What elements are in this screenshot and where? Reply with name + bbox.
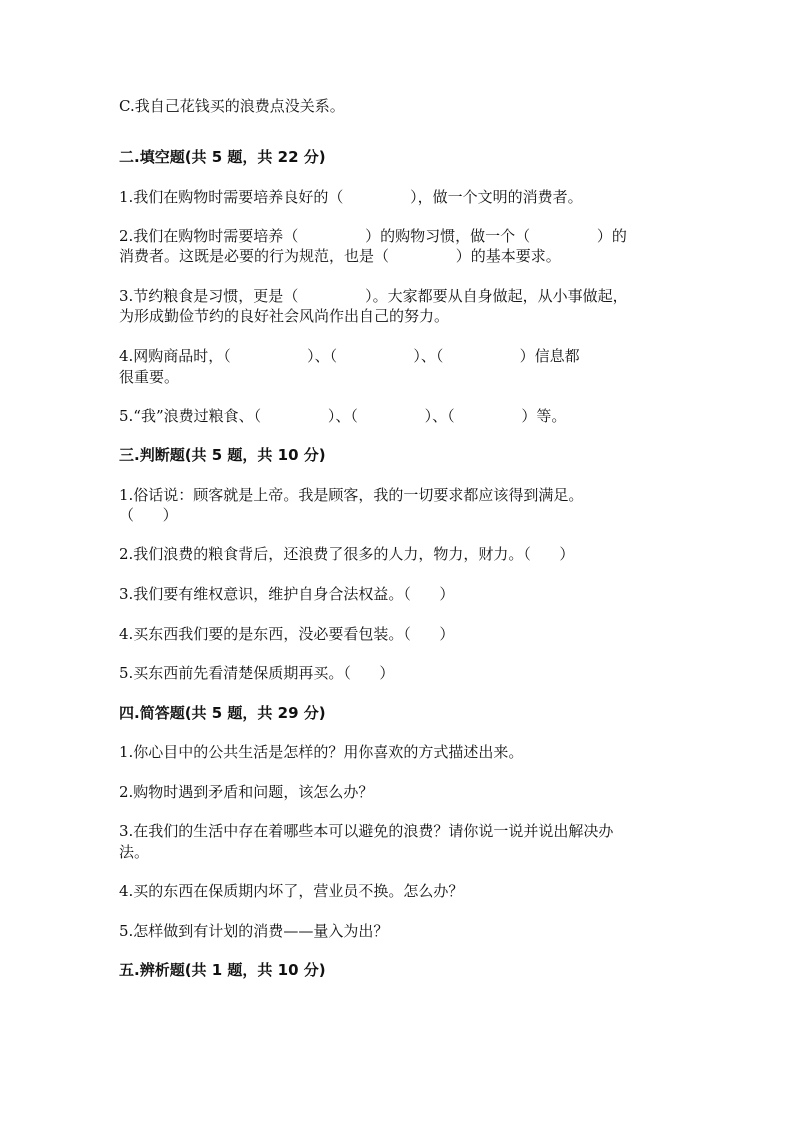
fill-question-4-line-1: 4.网购商品时，（ ）、（ ）、（ ）信息都 [119,347,580,365]
section-heading-analysis: 五.辨析题(共 1 题，共 10 分) [119,961,326,979]
short-question-3-line-2: 法。 [119,843,150,861]
judge-question-1-answer-blank: （ ） [119,506,178,524]
option-c-text: C.我自己花钱买的浪费点没关系。 [119,97,345,115]
fill-question-1: 1.我们在购物时需要培养良好的（ ），做一个文明的消费者。 [119,188,583,206]
fill-question-2-line-1: 2.我们在购物时需要培养（ ）的购物习惯，做一个（ ）的 [119,227,627,245]
section-heading-fill-in: 二.填空题(共 5 题，共 22 分) [119,148,326,166]
judge-question-2: 2.我们浪费的粮食背后，还浪费了很多的人力，物力，财力。（ ） [119,545,575,563]
fill-question-3-line-1: 3.节约粮食是习惯，更是（ ）。大家都要从自身做起，从小事做起， [119,287,628,305]
short-question-2: 2.购物时遇到矛盾和问题，该怎么办？ [119,783,374,801]
judge-question-5: 5.买东西前先看清楚保质期再买。（ ） [119,664,395,682]
judge-question-4: 4.买东西我们要的是东西，没必要看包装。（ ） [119,625,455,643]
short-question-3-line-1: 3.在我们的生活中存在着哪些本可以避免的浪费？请你说一说并说出解决办 [119,822,614,840]
judge-question-1: 1.俗话说：顾客就是上帝。我是顾客，我的一切要求都应该得到满足。 [119,486,584,504]
fill-question-5: 5.“我”浪费过粮食、（ ）、（ ）、（ ）等。 [119,407,567,425]
short-question-5: 5.怎样做到有计划的消费——量入为出？ [119,922,389,940]
short-question-4: 4.买的东西在保质期内坏了，营业员不换。怎么办？ [119,882,464,900]
judge-question-3: 3.我们要有维权意识，维护自身合法权益。（ ） [119,585,455,603]
section-heading-short-answer: 四.简答题(共 5 题，共 29 分) [119,704,326,722]
short-question-1: 1.你心目中的公共生活是怎样的？用你喜欢的方式描述出来。 [119,743,524,761]
section-heading-true-false: 三.判断题(共 5 题，共 10 分) [119,446,326,464]
fill-question-3-line-2: 为形成勤俭节约的良好社会风尚作出自己的努力。 [119,307,450,325]
fill-question-2-line-2: 消费者。这既是必要的行为规范，也是（ ）的基本要求。 [119,247,561,265]
fill-question-4-line-2: 很重要。 [119,368,180,386]
